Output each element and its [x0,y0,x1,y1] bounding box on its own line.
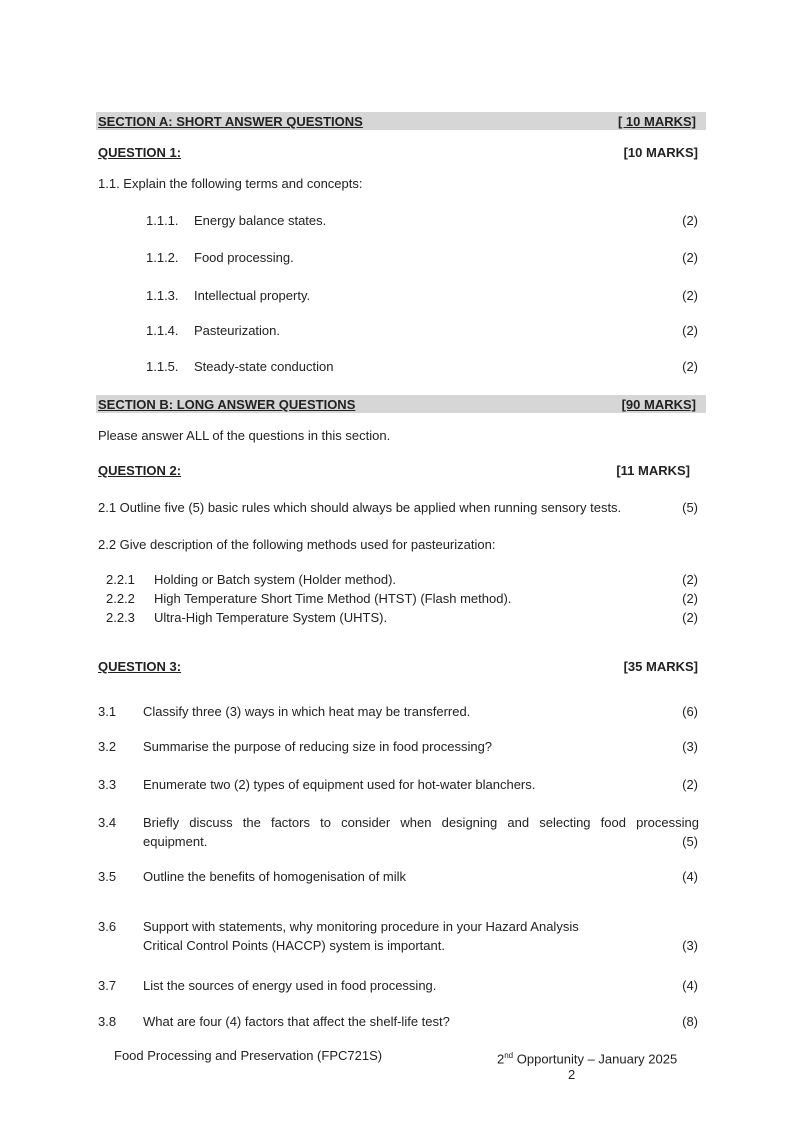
question-marks: (5) [682,834,698,849]
question-text: Ultra-High Temperature System (UHTS). [154,610,388,625]
q1-marks: [10 MARKS] [623,145,698,160]
question-marks: (2) [682,572,698,587]
question-marks: (2) [682,213,698,228]
q3-marks: [35 MARKS] [623,659,698,674]
question-text-continued: Critical Control Points (HACCP) system is important. [143,938,445,953]
section-b-instruction: Please answer ALL of the questions in this section. [98,428,391,443]
question-text: Steady-state conduction [194,359,334,374]
question-text: Food processing. [194,250,294,265]
question-number: 1.1.4. [146,323,179,338]
footer-course: Food Processing and Preservation (FPC721S) [114,1048,383,1063]
question-text: High Temperature Short Time Method (HTST) (Flash method). [154,591,512,606]
q2-title: QUESTION 2: [98,463,182,478]
q2-1-text: 2.1 Outline five (5) basic rules which should always be applied when running sensory tests. [98,500,622,515]
q2-2-text: 2.2 Give description of the following methods used for pasteurization: [98,537,496,552]
page-number: 2 [568,1067,576,1082]
question-text: List the sources of energy used in food processing. [143,978,437,993]
question-number: 1.1.2. [146,250,179,265]
question-marks: (2) [682,610,698,625]
q2-1-marks: (5) [682,500,698,515]
question-number: 1.1.5. [146,359,179,374]
question-number: 3.4 [98,815,117,830]
q2-marks: [11 MARKS] [616,463,690,478]
question-marks: (2) [682,777,698,792]
question-marks: (4) [682,978,698,993]
question-marks: (2) [682,323,698,338]
question-number: 3.5 [98,869,117,884]
question-text: Intellectual property. [194,288,311,303]
q1-title: QUESTION 1: [98,145,182,160]
question-number: 3.6 [98,919,117,934]
question-text: Classify three (3) ways in which heat may be transferred. [143,704,471,719]
question-marks: (8) [682,1014,698,1029]
question-text: Outline the benefits of homogenisation of milk [143,869,407,884]
section-b-marks: [90 MARKS] [621,397,696,412]
section-b-title: SECTION B: LONG ANSWER QUESTIONS [98,397,356,412]
question-text: Pasteurization. [194,323,280,338]
question-number: 1.1.1. [146,213,179,228]
question-number: 3.2 [98,739,117,754]
question-text: Summarise the purpose of reducing size in food processing? [143,739,493,754]
footer-opportunity: 2nd Opportunity – January 2025 [497,1051,678,1067]
question-text-continued: equipment. [143,834,208,849]
question-number: 3.7 [98,978,117,993]
question-marks: (3) [682,938,698,953]
question-number: 2.2.3 [106,610,135,625]
question-number: 2.2.1 [106,572,135,587]
q1-intro: 1.1. Explain the following terms and concepts: [98,176,363,191]
question-text: Briefly discuss the factors to consider when designing and selecting food processing [143,815,699,830]
question-marks: (6) [682,704,698,719]
section-a-marks: [ 10 MARKS] [617,114,696,129]
question-marks: (3) [682,739,698,754]
question-number: 1.1.3. [146,288,179,303]
question-text: What are four (4) factors that affect the shelf-life test? [143,1014,450,1029]
question-text: Support with statements, why monitoring procedure in your Hazard Analysis [143,919,579,934]
question-number: 3.1 [98,704,117,719]
question-text: Energy balance states. [194,213,327,228]
question-number: 2.2.2 [106,591,135,606]
question-marks: (2) [682,288,698,303]
question-number: 3.8 [98,1014,117,1029]
question-marks: (2) [682,359,698,374]
question-marks: (2) [682,591,698,606]
section-a-title: SECTION A: SHORT ANSWER QUESTIONS [98,114,363,129]
question-marks: (2) [682,250,698,265]
question-text: Enumerate two (2) types of equipment used for hot-water blanchers. [143,777,536,792]
question-number: 3.3 [98,777,117,792]
question-text: Holding or Batch system (Holder method). [154,572,397,587]
question-marks: (4) [682,869,698,884]
q3-title: QUESTION 3: [98,659,182,674]
